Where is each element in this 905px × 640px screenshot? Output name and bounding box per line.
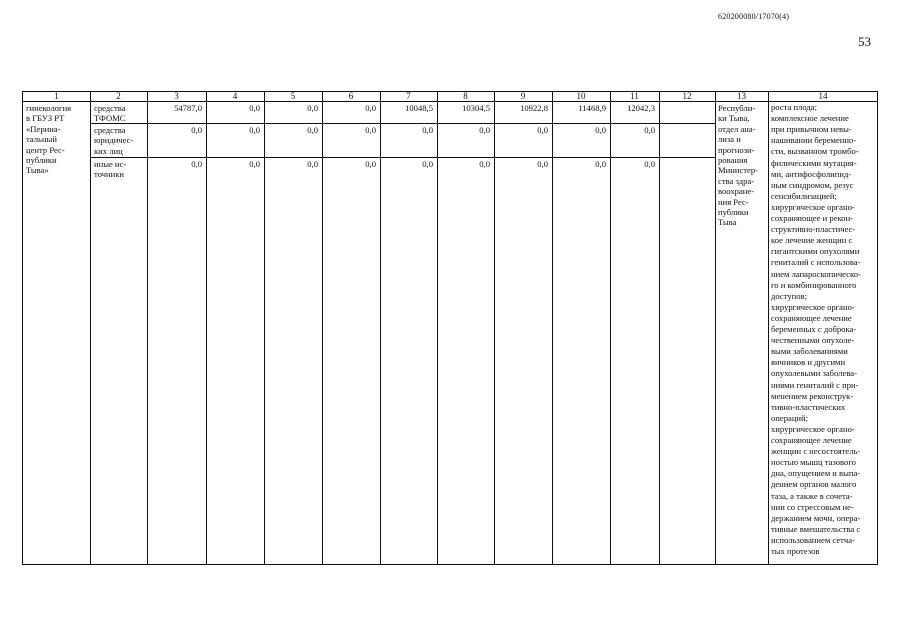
description-line: кое лечение женщин с xyxy=(771,235,853,246)
amount-cell: 0,0 xyxy=(365,103,376,113)
description-line: ниями гениталий с при- xyxy=(771,379,859,390)
description-line: использованием сетча- xyxy=(771,534,855,545)
institution-line: «Перина- xyxy=(26,123,61,134)
page-number: 53 xyxy=(858,34,871,49)
institution-line: в ГБУЗ РТ xyxy=(26,113,65,124)
funding-source-line: юридичес- xyxy=(94,135,134,146)
column-number: 4 xyxy=(232,91,238,101)
responsible-body-line: ния Рес- xyxy=(718,196,749,207)
amount-cell: 11468,9 xyxy=(578,103,606,113)
responsible-body-line: прогнози- xyxy=(718,144,755,155)
column-number: 1 xyxy=(54,91,59,101)
description-line: комплексное лечение xyxy=(771,113,849,124)
column-divider xyxy=(768,92,769,564)
column-divider xyxy=(380,92,381,564)
column-divider xyxy=(206,92,207,564)
column-number: 2 xyxy=(116,91,121,101)
responsible-body-line: лиза и xyxy=(718,134,741,145)
description-line: при привычном невы- xyxy=(771,124,852,135)
amount-cell: 10048,5 xyxy=(405,103,433,113)
responsible-body-line: ства здра- xyxy=(718,175,755,186)
column-number: 13 xyxy=(737,91,746,101)
description-line: выми заболеваниями xyxy=(771,346,848,357)
description-line: структивно-пластичес- xyxy=(771,224,856,235)
responsible-body-line: ки Тыва, xyxy=(718,113,750,124)
institution-line: тальный xyxy=(26,134,57,145)
document-number: 620200080/17070(4) xyxy=(718,12,790,21)
header-divider xyxy=(23,101,877,102)
description-line: ми, антифосфолипид- xyxy=(771,168,852,179)
column-number: 3 xyxy=(174,91,179,101)
amount-cell: 0,0 xyxy=(307,103,318,113)
amount-cell: 0,0 xyxy=(595,125,606,135)
amount-cell: 12042,3 xyxy=(627,103,655,113)
institution-line: центр Рес- xyxy=(26,144,65,155)
responsible-body-line: Министер- xyxy=(718,165,758,176)
amount-cell: 0,0 xyxy=(307,159,318,169)
row-divider xyxy=(90,157,715,158)
amount-cell: 0,0 xyxy=(537,159,548,169)
description-line: гениталий с использова- xyxy=(771,257,861,268)
description-line: дна, опущением и выпа- xyxy=(771,468,861,479)
amount-cell: 0,0 xyxy=(422,159,433,169)
funding-source-line: точники xyxy=(94,169,125,180)
amount-cell: 0,0 xyxy=(479,125,490,135)
amount-cell: 10304,5 xyxy=(462,103,490,113)
description-line: нашивании беременно- xyxy=(771,135,857,146)
description-line: сохраняющее и рекон- xyxy=(771,213,854,223)
amount-cell: 0,0 xyxy=(365,125,376,135)
description-line: чественными опухоле- xyxy=(771,335,855,346)
column-divider xyxy=(437,92,438,564)
description-line: опухолевыми заболева- xyxy=(771,368,857,379)
description-line: нием лапароскопическо- xyxy=(771,268,861,279)
amount-cell: 54787,0 xyxy=(174,103,202,113)
column-divider xyxy=(90,92,91,564)
column-number: 11 xyxy=(630,91,639,101)
funding-source-line: ТФОМС xyxy=(94,113,126,124)
description-line: тых протезов xyxy=(771,546,820,556)
column-divider xyxy=(147,92,148,564)
description-line: держанием мочи, опера- xyxy=(771,512,861,523)
responsible-body-line: отдел ана- xyxy=(718,123,756,134)
funding-source-line: средства xyxy=(94,125,126,135)
funding-source-line: иные ис- xyxy=(94,159,127,169)
description-line: сохраняющее лечение xyxy=(771,312,852,323)
column-number: 8 xyxy=(463,91,468,101)
row-divider xyxy=(90,123,715,124)
description-line: яичников и другими xyxy=(771,357,846,368)
description-line: го и комбинированного xyxy=(771,279,857,290)
amount-cell: 0,0 xyxy=(479,159,490,169)
amount-cell: 0,0 xyxy=(307,125,318,135)
amount-cell: 0,0 xyxy=(249,103,260,113)
column-number: 5 xyxy=(290,91,296,101)
responsible-body-line: Республи- xyxy=(718,103,756,113)
amount-cell: 0,0 xyxy=(191,159,202,169)
amount-cell: 0,0 xyxy=(422,125,433,135)
description-line: сти, вызванном тромбо- xyxy=(771,146,859,157)
description-line: роста плода; xyxy=(771,102,817,112)
amount-cell: 0,0 xyxy=(595,159,606,169)
funding-source-line: ких лиц xyxy=(94,145,123,156)
description-line: операций; xyxy=(771,412,809,423)
description-line: ным синдромом, резус xyxy=(771,179,854,190)
amount-cell: 0,0 xyxy=(249,159,260,169)
institution-line: гинекология xyxy=(26,103,72,113)
responsible-body-line: рования xyxy=(718,155,748,165)
column-number: 7 xyxy=(406,91,411,101)
amount-cell: 10922,8 xyxy=(520,103,548,113)
column-number: 6 xyxy=(348,91,354,101)
amount-cell: 0,0 xyxy=(537,125,548,135)
amount-cell: 0,0 xyxy=(365,159,376,169)
column-divider xyxy=(552,92,553,564)
column-divider xyxy=(715,92,716,564)
description-line: таза, а также в сочета- xyxy=(771,490,853,501)
institution-line: публики xyxy=(26,155,57,165)
description-line: хирургическое органо- xyxy=(771,423,855,434)
column-divider xyxy=(322,92,323,564)
responsible-body-line: публики xyxy=(718,207,749,217)
institution-line: Тыва» xyxy=(26,165,49,176)
column-divider xyxy=(494,92,495,564)
amount-cell: 0,0 xyxy=(644,159,655,169)
column-divider xyxy=(659,92,660,564)
column-number: 9 xyxy=(520,91,526,101)
amount-cell: 0,0 xyxy=(191,125,202,135)
description-line: менением реконструк- xyxy=(771,390,854,401)
column-number: 14 xyxy=(818,91,828,101)
description-line: сохраняющее лечение xyxy=(771,435,852,445)
description-line: ностью мышц тазового xyxy=(771,457,856,468)
data-table xyxy=(22,91,878,565)
column-number: 12 xyxy=(682,91,692,101)
amount-cell: 0,0 xyxy=(249,125,260,135)
description-line: доступов; xyxy=(771,290,807,301)
amount-cell: 0,0 xyxy=(644,125,655,135)
description-line: хирургическое органо- xyxy=(771,301,855,312)
description-line: филическими мутация- xyxy=(771,157,857,168)
description-line: сенсибилизацией; xyxy=(771,190,837,201)
column-number: 10 xyxy=(576,91,586,101)
description-line: хирургическое органо- xyxy=(771,201,855,212)
description-line: гигантскими опухолями xyxy=(771,246,860,257)
column-divider xyxy=(610,92,611,564)
responsible-body-line: Тыва xyxy=(718,217,737,228)
responsible-body-line: воохране- xyxy=(718,186,755,197)
column-divider xyxy=(264,92,265,564)
description-line: тивные вмешательства с xyxy=(771,523,861,534)
description-line: тивно-пластических xyxy=(771,401,846,412)
description-line: женщин с несостоятель- xyxy=(771,446,861,457)
description-line: дением органов малого xyxy=(771,479,857,490)
description-line: нии со стрессовым не- xyxy=(771,501,854,512)
description-line: беременных с доброка- xyxy=(771,324,857,334)
funding-source-line: средства xyxy=(94,103,126,113)
